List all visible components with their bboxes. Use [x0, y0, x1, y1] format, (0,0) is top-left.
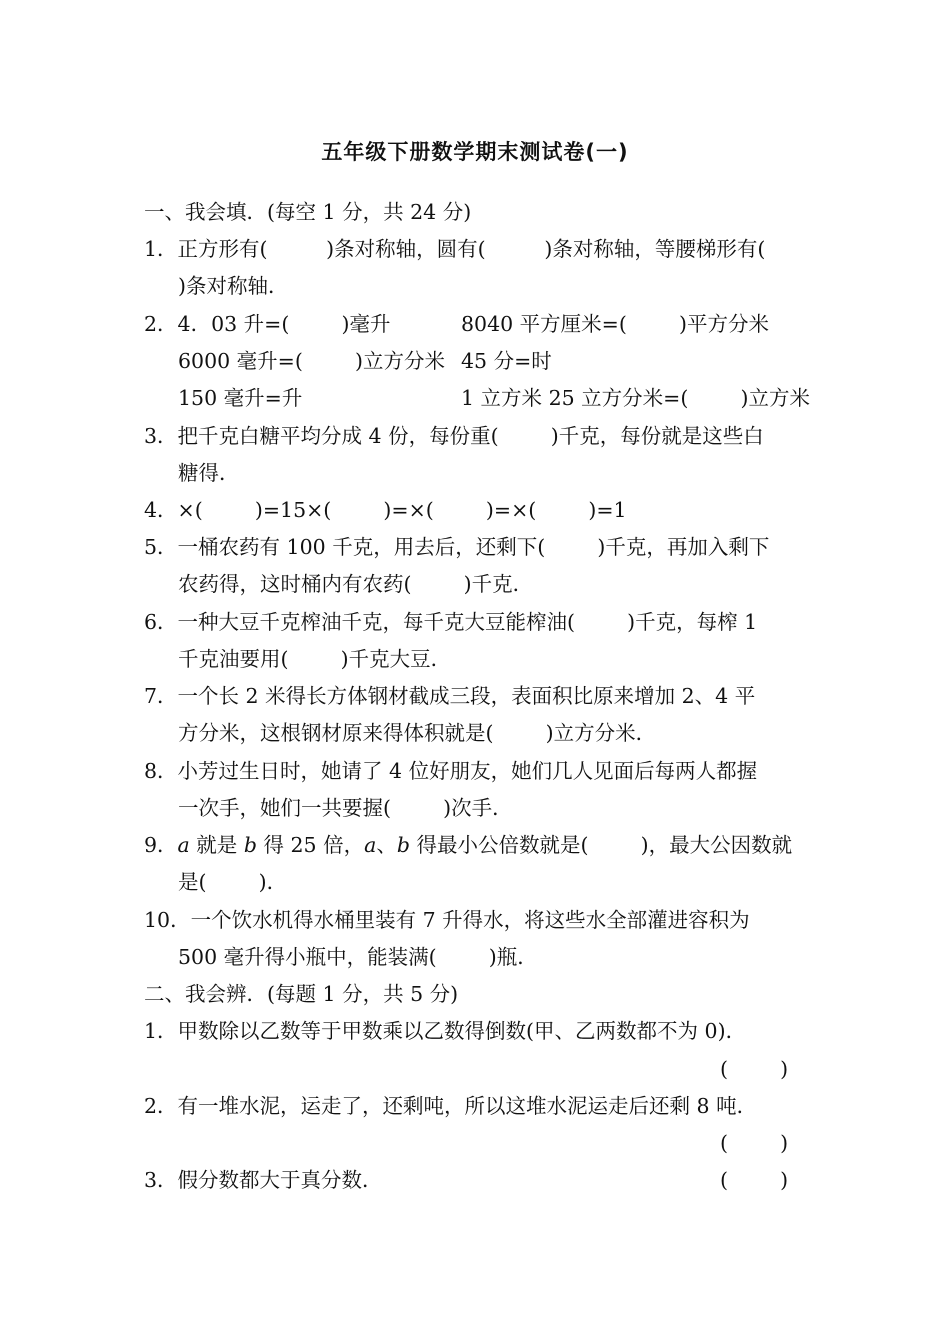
question-1-9-line2: 是( )．: [178, 870, 288, 894]
answer-blank[interactable]: ( ): [720, 1057, 789, 1081]
question-1-9-number: 9．: [144, 833, 178, 857]
answer-blank[interactable]: ( ): [720, 1168, 789, 1192]
question-1-10-line1: 10．一个饮水机得水桶里装有 7 升得水，将这些水全部灌进容积为: [144, 908, 750, 932]
question-2-2-line1: 2．有一堆水泥，运走了，还剩吨，所以这堆水泥运走后还剩 8 吨．: [144, 1094, 758, 1118]
question-1-6-line2: 千克油要用( )千克大豆．: [178, 647, 452, 671]
question-1-7-line2: 方分米，这根钢材原来得体积就是( )立方分米．: [178, 721, 657, 745]
question-1-8-line1: 8．小芳过生日时，她请了 4 位好朋友，她们几人见面后每两人都握: [144, 759, 758, 783]
question-1-9-text: 就是: [189, 833, 244, 857]
question-1-5-line2: 农药得，这时桶内有农药( )千克．: [178, 572, 534, 596]
page-title: 五年级下册数学期末测试卷(一): [321, 140, 629, 164]
question-1-6-line1: 6．一种大豆千克榨油千克，每千克大豆能榨油( )千克，每榨 1: [144, 610, 758, 634]
question-1-2-r2c2: 45 分=时: [461, 349, 552, 373]
question-1-2-r2c1: 6000 毫升=( )立方分米: [178, 349, 445, 373]
question-2-3-line1: 3．假分数都大于真分数．: [144, 1168, 383, 1192]
question-2-1-line1: 1．甲数除以乙数等于甲数乘以乙数得倒数(甲、乙两数都不为 0)．: [144, 1019, 747, 1043]
question-1-2-r1c1: 2．4．03 升=( )毫升: [144, 312, 391, 336]
question-1-9-text: 得 25 倍，: [256, 833, 365, 857]
question-1-2-r3c2: 1 立方米 25 立方分米=( )立方米: [461, 386, 810, 410]
question-1-9-line1: [144, 831, 792, 859]
variable-a: a: [177, 833, 190, 857]
question-1-4-line1: 4．×( )=15×( )=×( )=×( )=1: [144, 498, 627, 522]
question-1-3-line2: 糖得．: [178, 461, 240, 485]
variable-a: a: [364, 833, 377, 857]
question-1-1-line1: 1．正方形有( )条对称轴，圆有( )条对称轴，等腰梯形有(: [144, 237, 766, 261]
question-1-10-line2: 500 毫升得小瓶中，能装满( )瓶．: [178, 945, 538, 969]
question-1-2-r3c1: 150 毫升=升: [178, 386, 303, 410]
question-1-9-text: 得最小公倍数就是( )，最大公因数就: [409, 833, 793, 857]
question-1-8-line2: 一次手，她们一共要握( )次手．: [178, 796, 513, 820]
section-2-header: 二、我会辨．(每题 1 分，共 5 分): [144, 982, 459, 1006]
variable-b: b: [396, 833, 410, 857]
question-1-3-line1: 3．把千克白糖平均分成 4 份，每份重( )千克，每份就是这些白: [144, 424, 764, 448]
section-1-header: 一、我会填．(每空 1 分，共 24 分): [144, 200, 472, 224]
variable-b: b: [243, 833, 257, 857]
question-1-5-line1: 5．一桶农药有 100 千克，用去后，还剩下( )千克，再加入剩下: [144, 535, 770, 559]
question-1-9-text: 、: [376, 833, 397, 857]
question-1-2-r1c2: 8040 平方厘米=( )平方分米: [461, 312, 769, 336]
question-1-1-line2: )条对称轴．: [178, 274, 289, 298]
question-1-7-line1: 7．一个长 2 米得长方体钢材截成三段，表面积比原来增加 2、4 平: [144, 684, 756, 708]
answer-blank[interactable]: ( ): [720, 1131, 789, 1155]
